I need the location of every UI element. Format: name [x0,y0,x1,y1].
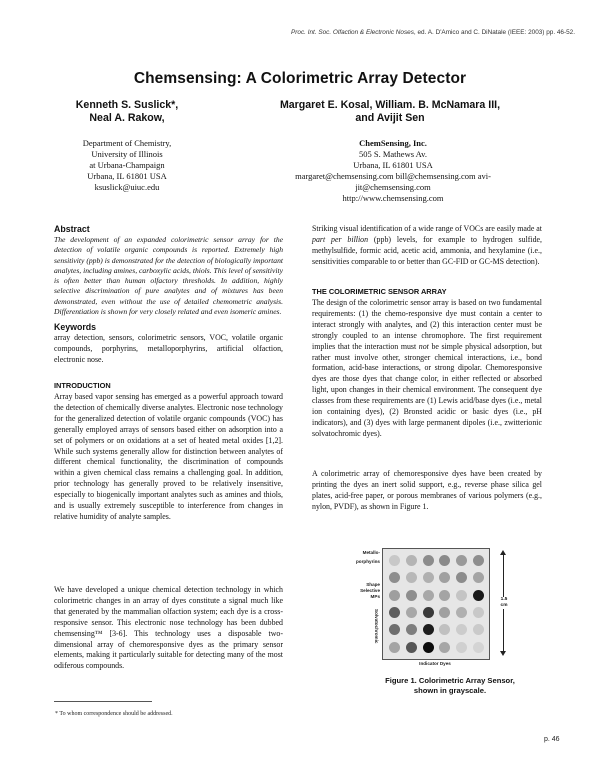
dye-dot [389,607,400,618]
label-line: MPs [370,594,380,599]
dye-dot [473,642,484,653]
sensor-array-paragraph-1 [312,298,542,440]
dye-dot [439,607,450,618]
website-url: http://www.chemsensing.com [342,193,444,203]
dye-dot [423,555,434,566]
text-run: The design of the colorimetric sensor array is based on two fundamental requirements: (1) the chemo-responsive dye must contain a center to interact strongly with analytes, and (2) this interaction center must be strongly coupled to an intense chromophore. The first requirement implies that the interaction must [312,298,542,351]
dye-dot [473,607,484,618]
dye-dot [439,624,450,635]
dye-dot [406,590,417,601]
voc-paragraph [312,224,542,268]
dye-dot [389,572,400,583]
dye-dot [473,590,484,601]
dye-dot [456,572,467,583]
label-line: Shape [366,582,380,587]
dye-dot-grid [386,552,487,656]
citation-journal: Proc. Int. Soc. Olfaction & Electronic Noses [291,29,414,36]
footnote-divider [54,701,152,702]
author-name: Neal A. Rakow, [89,112,165,124]
author-names: Margaret E. Kosal, William. B. McNamara III, [279,99,501,111]
page-number: p. 46 [544,736,560,743]
label-line: Selective [360,588,380,593]
citation-details: , ed. A. D'Amico and C. DiNatale (IEEE: 2003) pp. 46-52. [413,29,575,36]
dye-dot [423,624,434,635]
author-names: and Avijit Sen [355,112,425,124]
caption-line: shown in grayscale. [413,686,487,695]
dye-dot [389,555,400,566]
dye-dot [456,642,467,653]
abstract-text: The development of an expanded colorimetric sensor array for the detection of volatile organic compounds is reported. Extremely high sensitivity (ppb) is demonstrated for the detection of biologically important analytes, including amines, carboxylic acids, thiols. This level of sensitivity is often better than human olfactory thresholds. In addition, highly selective discrimination of pure analytes and of mixtures has been demonstrated, even without the use of detailed chemometric analysis. Differentiation is shown for very closely related and even isomeric amines. [54,235,283,317]
dye-dot [389,642,400,653]
scale-unit: cm [500,603,508,608]
dye-dot [456,624,467,635]
affiliation-left [40,138,214,193]
arrow-up-icon [500,550,506,555]
text-run: be simple physical adsorption, but rather must involve other, stronger chemical interactions, i.e., bond formation, acid-base interactions, or strong dipolar. Chemoresponsive dyes are those dyes that change color, in either reflected or absorbed light, upon changes in their chemical environment. The consequent dye classes from these requirements are (1) Lewis acid/base dyes (i.e., metal ion containing dyes), (2) Bronsted acidic or basic dyes (i.e., pH indicators), and (3) dyes with large permanent dipoles (i.e., zwitterionic solvatochromic dyes). [312,341,543,438]
paper-title: Chemsensing: A Colorimetric Array Detector [133,70,467,87]
affiliation-line: 505 S. Mathews Av. [359,149,427,159]
affiliation-line: Department of Chemistry, [82,138,172,148]
dye-dot [456,590,467,601]
dye-dot [406,572,417,583]
scale-value: 1.5 [500,597,508,602]
emphasis: not [418,341,429,351]
sensor-array-paragraph-2: A colorimetric array of chemoresponsive dyes have been created by printing the dyes an inert solid support, e.g., reverse phase silica gel plates, acid-free paper, or porous membranes of various polymers (e.g., nylon, PVDF), as shown in Figure 1. [312,469,542,511]
affiliation-line: University of Illinois [91,149,163,159]
label-solvatochromic: Solvatochromic [374,609,379,644]
author-name: Kenneth S. Suslick*, [75,99,179,111]
keywords-text: array detection, sensors, colorimetric sensors, VOC, volatile organic compounds, porphyrins, metalloporphyrins, artificial olfaction, electronic nose. [54,333,283,364]
scale-label [497,597,511,609]
keywords-heading: Keywords [54,322,97,332]
sensor-array-heading: THE COLORIMETRIC SENSOR ARRAY [312,287,447,296]
introduction-heading: INTRODUCTION [54,381,111,390]
dye-dot [439,642,450,653]
introduction-paragraph-2: We have developed a unique chemical detection technology in which colorimetric changes in an array of dyes constitute a signal much like that generated by the mammalian olfaction system; each dye is a cross-responsive sensor. This electronic nose technology has been dubbed chemsensing™ [3-6]. This technology uses a disposable two-dimensional array of chemoresponsive dyes as the primary sensor elements, making it particularly suitable for detecting many of the most odiferous compounds. [54,585,283,671]
journal-citation [170,29,575,36]
affiliation-right [258,138,528,204]
dye-dot [406,624,417,635]
authors-right [255,99,525,125]
label-shape-selective [350,582,380,600]
sensor-array-image [382,548,490,660]
introduction-paragraph-1: Array based vapor sensing has emerged as a powerful approach toward the detection of chemically diverse analytes. Electronic nose technology for the generalized detection of volatile organic compounds (VOC) has generally employed arrays of sensors based either on adsorption into a set of polymers or on oxidations at a set of heated metal oxides [1,2]. While such systems generally allow for distinction between analytes of different chemical functionality, the discrimination of compounds within a given chemical class remains a challenging goal. In addition, prior technology has generally proved to be relatively insensitive, especially to biogenically important analytes such as amines and thiols, and is usually extremely susceptible to interference from changes in relative humidity of analyte samples. [54,392,283,521]
affiliation-line: Urbana, IL 61801 USA [353,160,433,170]
author-email: ksuslick@uiuc.edu [94,182,160,192]
emphasis: part per billion [312,234,369,244]
label-metalloporphyrins [350,550,380,565]
dye-dot [423,642,434,653]
scale-bar [496,550,512,656]
affiliation-line: Urbana, IL 61801 USA [87,171,167,181]
dye-dot [389,624,400,635]
label-indicator-dyes: Indicator Dyes [419,661,451,666]
dye-dot [406,607,417,618]
author-emails: margaret@chemsensing.com bill@chemsensing.com avi- [295,171,491,181]
dye-dot [473,555,484,566]
dye-dot [473,624,484,635]
dye-dot [456,607,467,618]
dye-dot [423,607,434,618]
label-line: porphyrins [356,559,380,564]
organization-name: ChemSensing, Inc. [359,138,427,148]
author-emails: jit@chemsensing.com [355,182,431,192]
dye-dot [389,590,400,601]
footnote: * To whom correspondence should be addressed. [55,711,173,717]
text-run: Striking visual identification of a wide range of VOCs are easily made at [312,224,542,233]
figure-1 [356,545,530,666]
figure-caption [355,676,545,696]
dye-dot [473,572,484,583]
dye-dot [406,642,417,653]
label-line: Metallo- [362,550,380,555]
dye-dot [456,555,467,566]
affiliation-line: at Urbana-Champaign [89,160,165,170]
dye-dot [423,590,434,601]
dye-dot [406,555,417,566]
text-run: (ppb) levels, for example to hydrogen sulfide, methylsulfide, formic acid, acetic acid, ammonia, and hexylamine (i.e., sensitivities comparable to or better than GC-FID or GC-MS detection). [312,234,542,266]
dye-dot [439,555,450,566]
dye-dot [439,590,450,601]
abstract-heading: Abstract [54,224,90,234]
dye-dot [439,572,450,583]
arrow-down-icon [500,651,506,656]
caption-line: Figure 1. Colorimetric Array Sensor, [385,676,515,685]
authors-left [40,99,214,125]
dye-dot [423,572,434,583]
